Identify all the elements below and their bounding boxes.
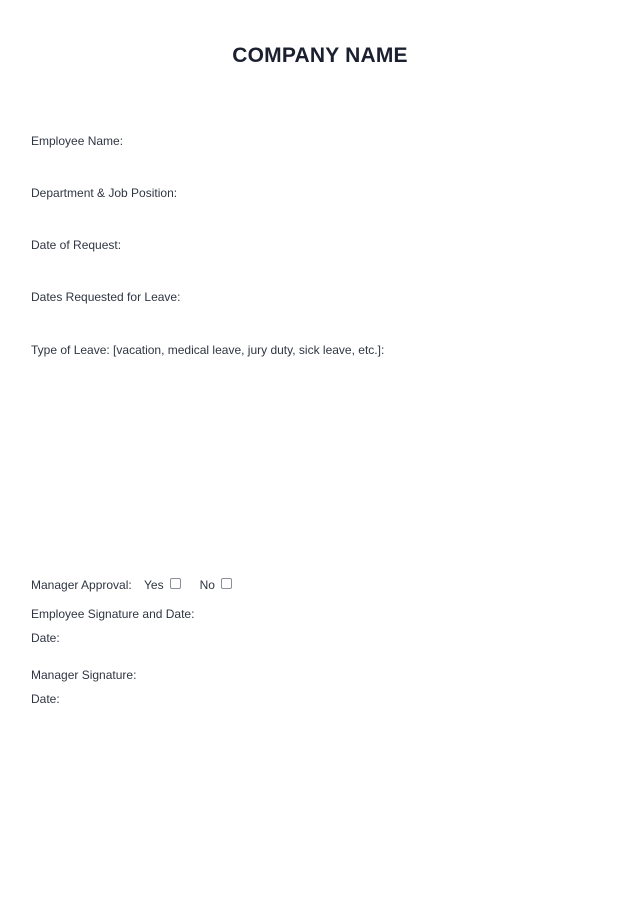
manager-approval-row — [31, 578, 232, 592]
approval-no-label: No — [199, 578, 215, 592]
department-job-position-label: Department & Job Position: — [31, 186, 178, 200]
employee-signature-label: Employee Signature and Date: — [31, 607, 195, 621]
approval-yes-option[interactable] — [144, 578, 181, 592]
type-of-leave-label: Type of Leave: [vacation, medical leave, jury duty, sick leave, etc.]: — [31, 343, 385, 357]
approval-yes-label: Yes — [144, 578, 164, 592]
manager-signature-label: Manager Signature: — [31, 668, 137, 682]
date-of-request-label: Date of Request: — [31, 238, 122, 252]
manager-approval-label: Manager Approval: — [31, 578, 132, 592]
approval-no-checkbox[interactable] — [221, 578, 232, 589]
company-name-title: COMPANY NAME — [232, 44, 408, 67]
employee-date-label: Date: — [31, 631, 60, 645]
approval-no-option[interactable] — [200, 578, 232, 592]
employee-name-label: Employee Name: — [31, 134, 124, 148]
approval-yes-checkbox[interactable] — [170, 578, 181, 589]
manager-date-label: Date: — [31, 692, 60, 706]
dates-requested-for-leave-label: Dates Requested for Leave: — [31, 290, 181, 304]
